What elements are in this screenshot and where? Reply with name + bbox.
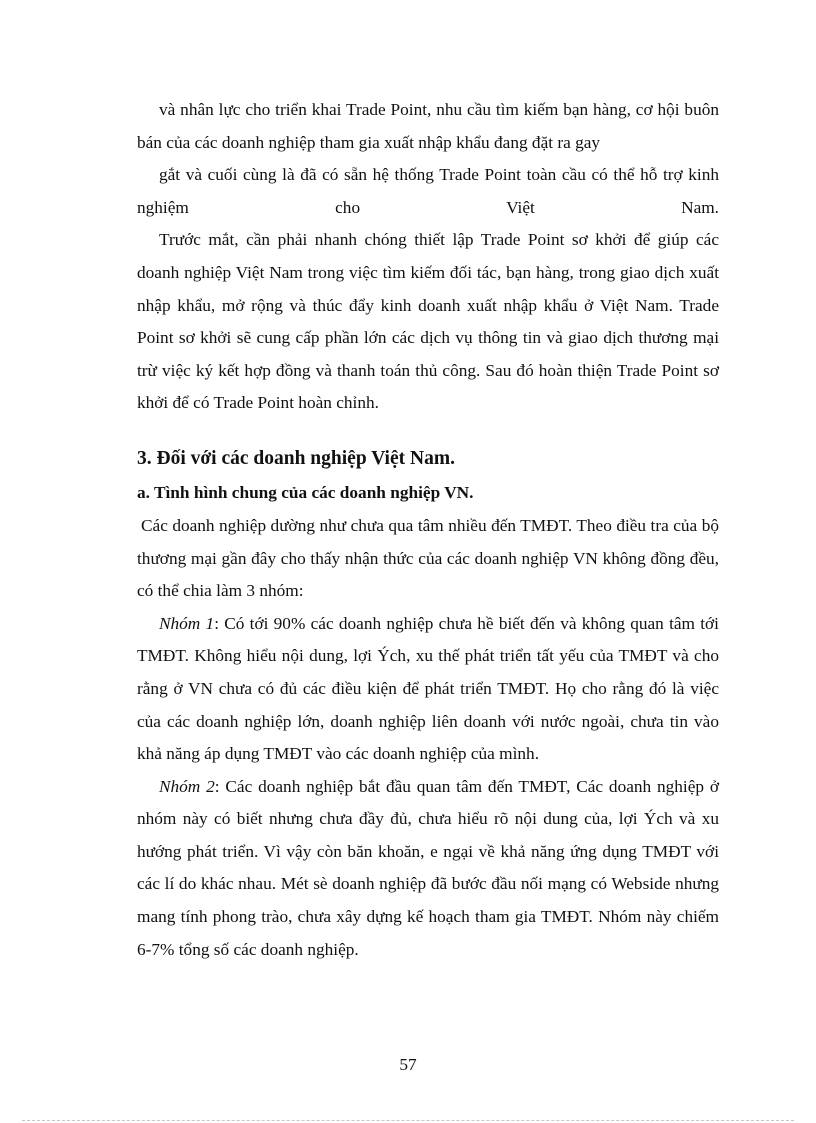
- paragraph-group-1: [137, 608, 719, 771]
- section-heading-vietnamese-enterprises: 3. Đối với các doanh nghiệp Việt Nam.: [137, 447, 455, 469]
- paragraph-group-2: [137, 771, 719, 967]
- group-2-text: : Các doanh nghiệp bắt đầu quan tâm đến TMĐT, Các doanh nghiệp ở nhóm này có biết nhưng chưa đầy đủ, chưa hiểu rõ nội dung của, lợi Ých và xu hướng phát triển. Vì vậy còn băn khoăn, e ngại về khả năng ứng dụng TMĐT với các lí do khác nhau. Mét sè doanh nghiệp đã bước đầu nối mạng có Webside nhưng mang tính phong trào, chưa xây dựng kế hoạch tham gia TMĐT. Nhóm này chiếm 6-7% tổng số các doanh nghiệp.: [137, 776, 719, 959]
- paragraph-survey-intro: Các doanh nghiệp dường như chưa qua tâm nhiều đến TMĐT. Theo điều tra của bộ thương mại gần đây cho thấy nhận thức của các doanh nghiệp VN không đồng đều, có thể chia làm 3 nhóm:: [137, 515, 719, 601]
- page-number: 57: [399, 1055, 417, 1074]
- group-1-label: Nhóm 1: [159, 613, 215, 633]
- group-1-text: : Có tới 90% các doanh nghiệp chưa hề biết đến và không quan tâm tới TMĐT. Không hiểu nội dung, lợi Ých, xu thế phát triển tất yếu của TMĐT và cho rằng ở VN chưa có đủ các điều kiện để phát triển TMĐT. Họ cho rằng đó là việc của các doanh nghiệp lớn, doanh nghiệp liên doanh với nước ngoài, chưa tin vào khả năng áp dụng TMĐT vào các doanh nghiệp của mình.: [137, 613, 719, 764]
- group-2-label: Nhóm 2: [159, 776, 215, 796]
- paragraph-preliminary-trade-point: Trước mắt, cần phải nhanh chóng thiết lập Trade Point sơ khởi để giúp các doanh nghiệp Việt Nam trong việc tìm kiếm đối tác, bạn hàng, trong giao dịch xuất nhập khẩu, mở rộng và thúc đẩy kinh doanh xuất nhập khẩu ở Việt Nam. Trade Point sơ khởi sẽ cung cấp phần lớn các dịch vụ thông tin và giao dịch thương mại trừ việc ký kết hợp đồng và thanh toán thủ công. Sau đó hoàn thiện Trade Point sơ khởi để có Trade Point hoàn chỉnh.: [137, 230, 719, 413]
- page-body: [137, 94, 719, 966]
- paragraph-trade-point-needs: và nhân lực cho triển khai Trade Point, nhu cầu tìm kiếm bạn hàng, cơ hội buôn bán của các doanh nghiệp tham gia xuất nhập khẩu đang đặt ra gay: [137, 100, 719, 152]
- page-bottom-divider: [22, 1120, 794, 1121]
- paragraph-global-trade-point: gắt và cuối cùng là đã có sẵn hệ thống Trade Point toàn cầu có thể hỗ trợ kinh nghiệm cho Việt Nam.: [137, 165, 719, 217]
- subsection-heading-general-situation: a. Tình hình chung của các doanh nghiệp VN.: [137, 482, 474, 502]
